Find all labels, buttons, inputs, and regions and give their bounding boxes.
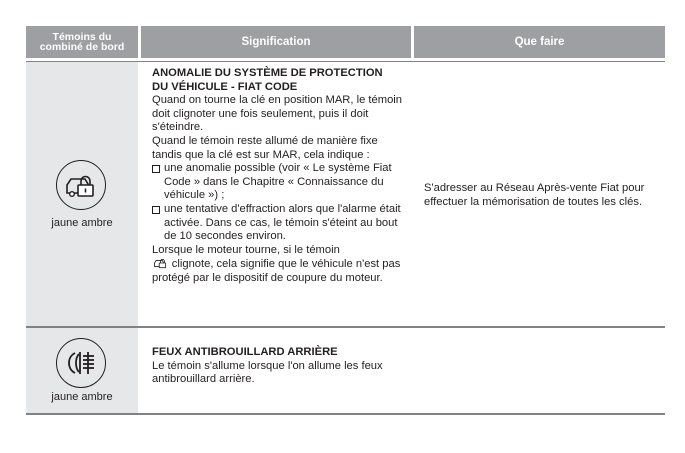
fiat-code-immobilizer-icon (56, 160, 106, 210)
header-col1-line2: combiné de bord (39, 41, 125, 53)
row1-paragraph2: Quand le témoin reste allumé de manière fixe tandis que la clé est sur MAR, cela indique : (152, 134, 378, 161)
row1-action: S'adresser au Réseau Après-vente Fiat pour effectuer la mémorisation de toutes les clés. (424, 182, 645, 208)
row2-title: FEUX ANTIBROUILLARD ARRIÈRE (152, 346, 338, 358)
row1-bullet1 (152, 162, 408, 203)
row1-bullet1-text: une anomalie possible (voir « Le système Fiat Code » dans le Chapitre « Connaissance du véhicule ») ; (164, 162, 392, 202)
header-column-action: Que faire (414, 26, 665, 58)
header-col1-line1: Témoins du (52, 31, 112, 43)
row2-meaning (152, 346, 408, 387)
row1-bullet2-text: une tentative d'effraction alors que l'alarme était activée. Dans ce cas, le témoin s'éteint au bout de 10 secondes environ. (164, 202, 401, 243)
row1-paragraph1: Quand on tourne la clé en position MAR, le témoin doit clignoter une fois seulement, puis il doit s'éteindre. (152, 94, 402, 134)
table-divider-bottom (26, 413, 665, 415)
header-column-meaning: Signification (141, 26, 411, 58)
checkbox-bullet-icon (152, 165, 160, 173)
row2-color-label: jaune ambre (51, 391, 113, 403)
fiat-code-inline-icon (152, 259, 172, 270)
row2-paragraph1: Le témoin s'allume lorsque l'on allume les feux antibrouillard arrière. (152, 359, 383, 386)
row1-title-line2: DU VÉHICULE - FIAT CODE (152, 80, 298, 93)
row1-title-line1: ANOMALIE DU SYSTÈME DE PROTECTION (152, 67, 383, 79)
checkbox-bullet-icon (152, 206, 160, 214)
row1-paragraph3 (152, 244, 408, 286)
row1-bullet2 (152, 203, 408, 244)
rear-fog-light-icon (56, 338, 106, 388)
row2-icon-cell (26, 328, 138, 413)
row1-icon-cell (26, 62, 138, 326)
row1-meaning (152, 67, 408, 286)
header-column-warning-lights (26, 26, 138, 58)
row1-color-label: jaune ambre (51, 217, 113, 229)
row1-paragraph3-after: clignote, cela signifie que le véhicule n'est pas protégé par le dispositif de coupure du moteur. (152, 258, 401, 284)
row1-paragraph3-before: Lorsque le moteur tourne, si le témoin (152, 243, 340, 256)
